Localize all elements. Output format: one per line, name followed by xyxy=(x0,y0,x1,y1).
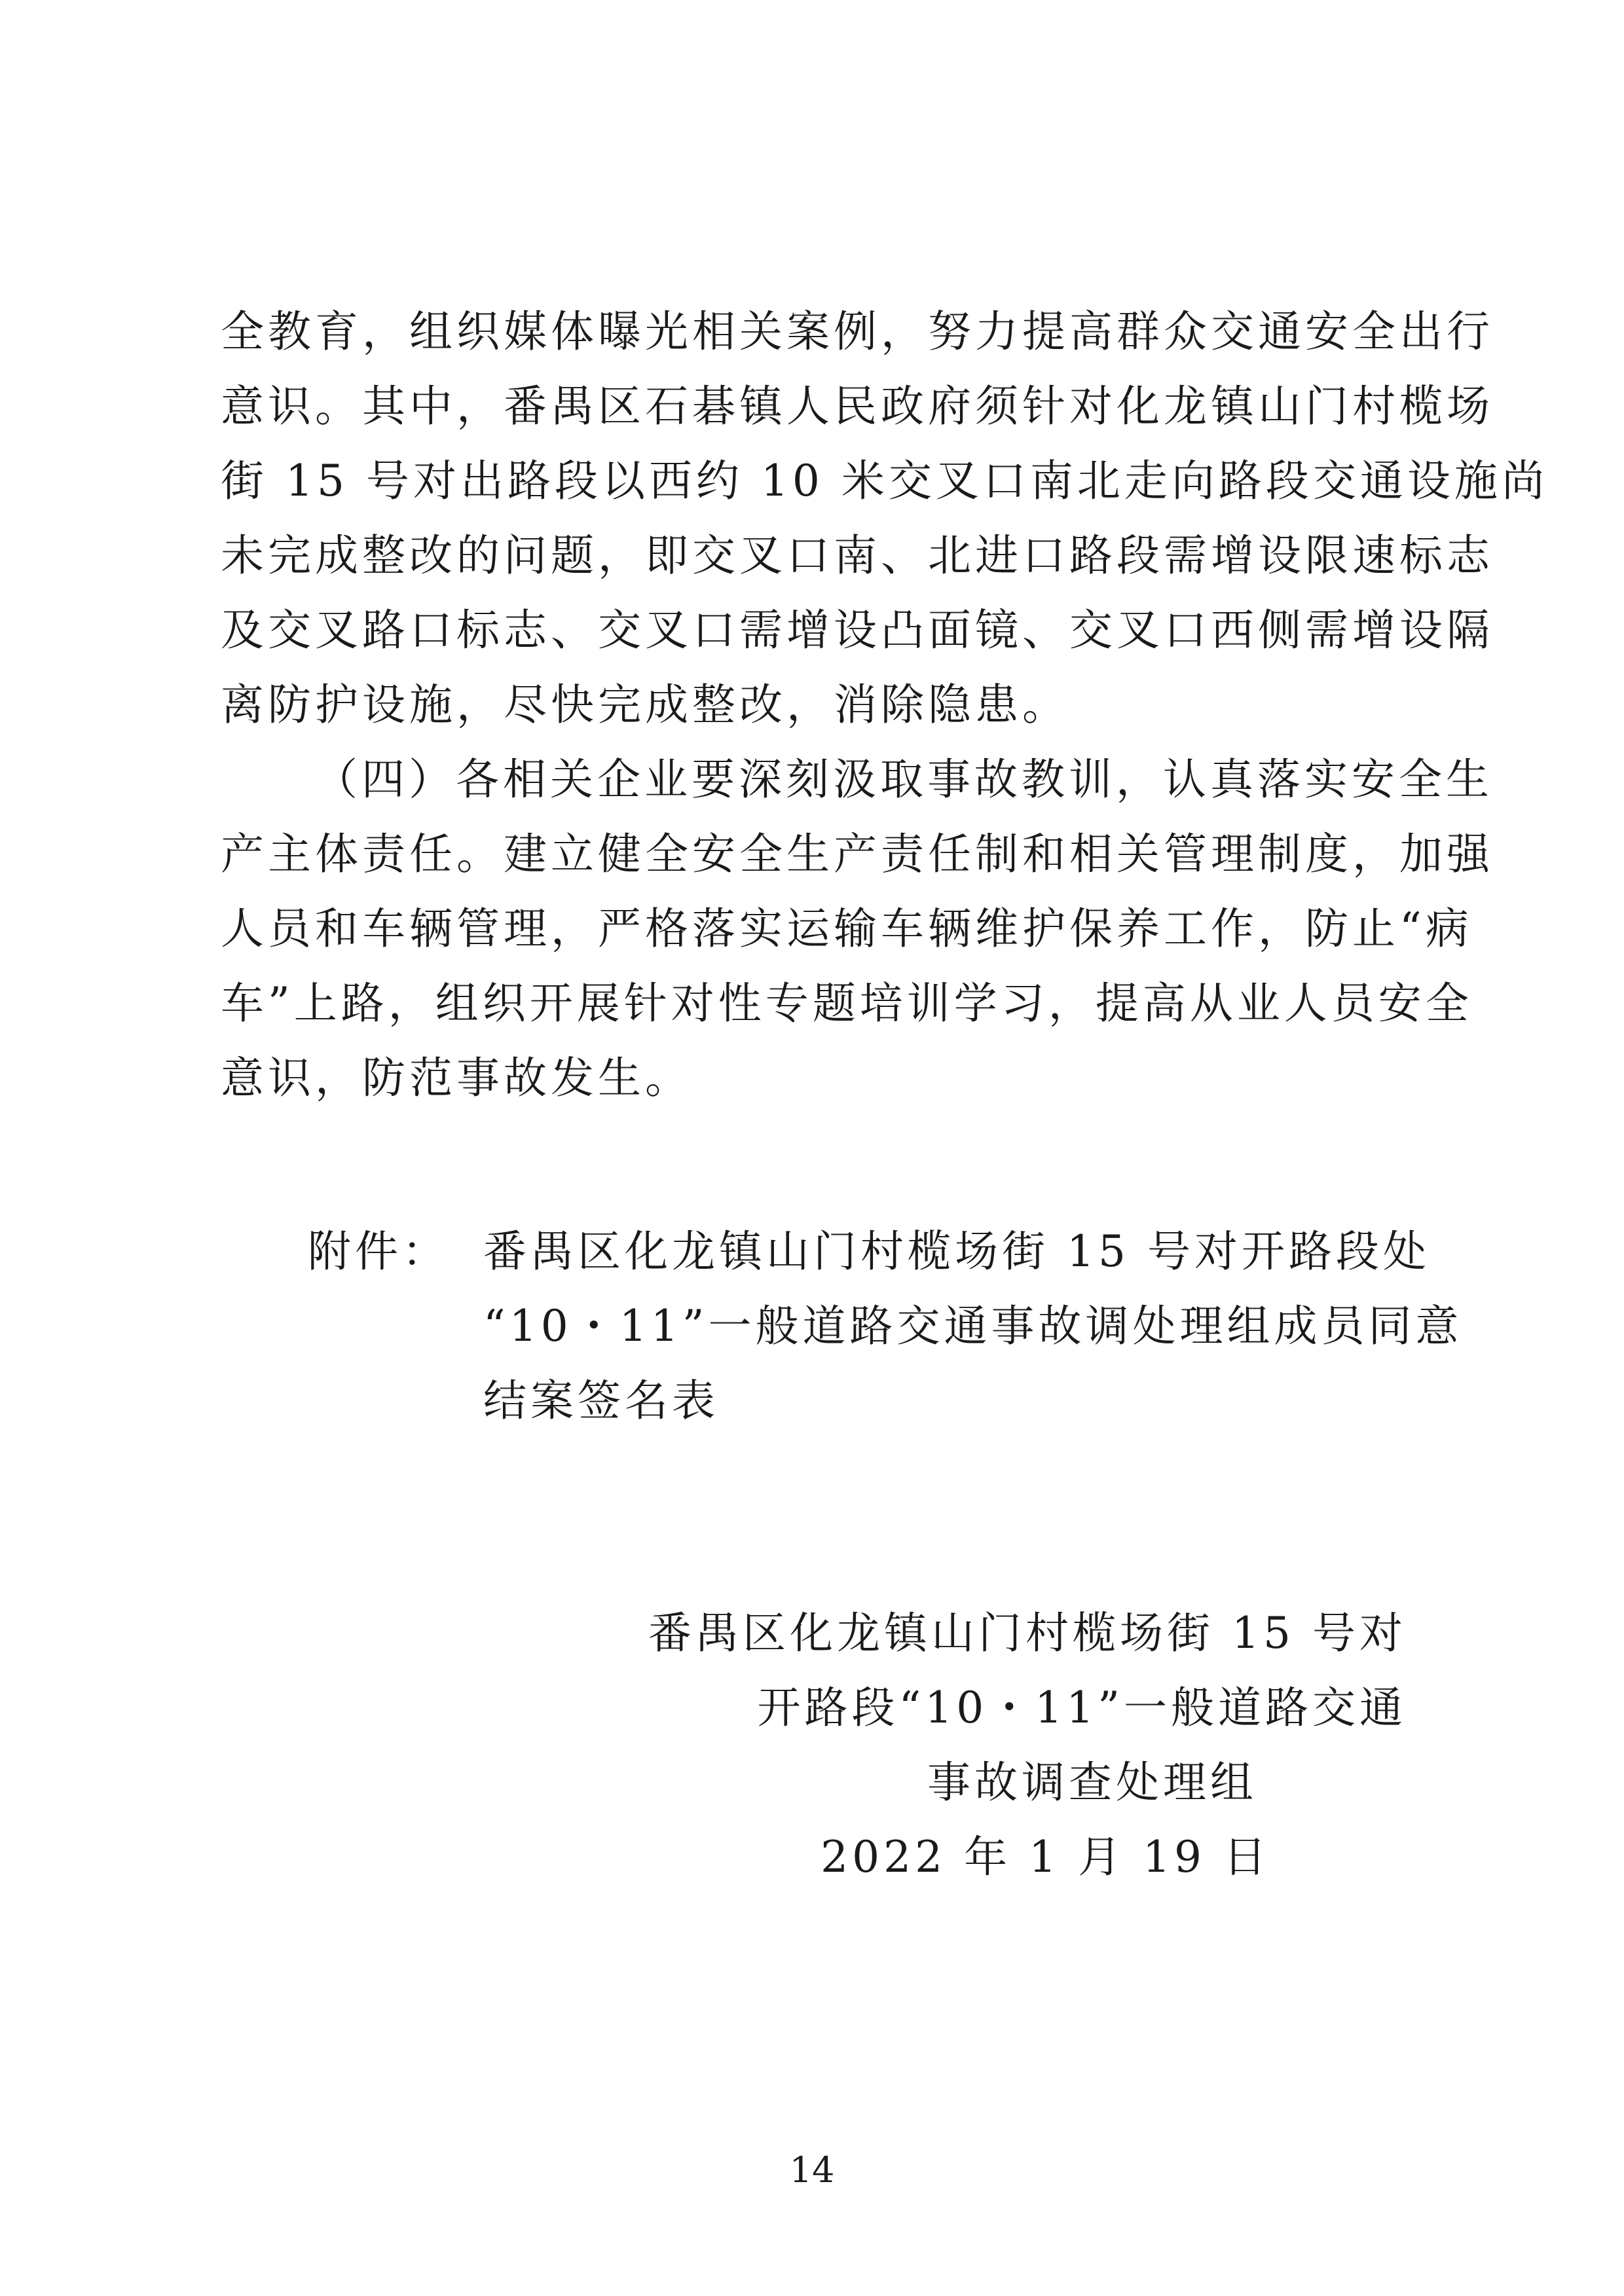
body-line: 未完成整改的问题，即交叉口南、北进口路段需增设限速标志 xyxy=(221,530,1494,581)
signature-date: 2022 年 1 月 19 日 xyxy=(821,1832,1270,1882)
attachment-title-line: 结案签名表 xyxy=(483,1376,719,1426)
body-line: 离防护设施，尽快完成整改，消除隐患。 xyxy=(221,680,1069,730)
body-line: 全教育，组织媒体曝光相关案例，努力提高群众交通安全出行 xyxy=(221,306,1494,357)
paragraph-start-line: （四）各相关企业要深刻汲取事故教训，认真落实安全生 xyxy=(314,754,1493,805)
body-line: 及交叉路口标志、交叉口需增设凸面镜、交叉口西侧需增设隔 xyxy=(221,605,1494,655)
signature-line: 开路段“10・11”一般道路交通 xyxy=(757,1683,1407,1733)
body-line: 街 15 号对出路段以西约 10 米交叉口南北走向路段交通设施尚 xyxy=(221,456,1549,506)
signature-line: 事故调查处理组 xyxy=(927,1757,1257,1808)
attachment-label: 附件： xyxy=(308,1226,449,1277)
body-line: 意识，防范事故发生。 xyxy=(221,1053,692,1103)
page-number: 14 xyxy=(789,2149,835,2191)
body-line: 车”上路，组织开展针对性专题培训学习，提高从业人员安全 xyxy=(221,978,1473,1029)
body-line: 人员和车辆管理，严格落实运输车辆维护保养工作，防止“病 xyxy=(221,903,1473,954)
body-line: 意识。其中，番禺区石碁镇人民政府须针对化龙镇山门村榄场 xyxy=(221,381,1494,431)
attachment-title-line: 番禺区化龙镇山门村榄场街 15 号对开路段处 xyxy=(483,1226,1430,1277)
signature-line: 番禺区化龙镇山门村榄场街 15 号对 xyxy=(648,1608,1407,1658)
body-line: 产主体责任。建立健全安全生产责任制和相关管理制度，加强 xyxy=(221,829,1494,879)
attachment-title-line: “10・11”一般道路交通事故调处理组成员同意 xyxy=(483,1301,1463,1351)
